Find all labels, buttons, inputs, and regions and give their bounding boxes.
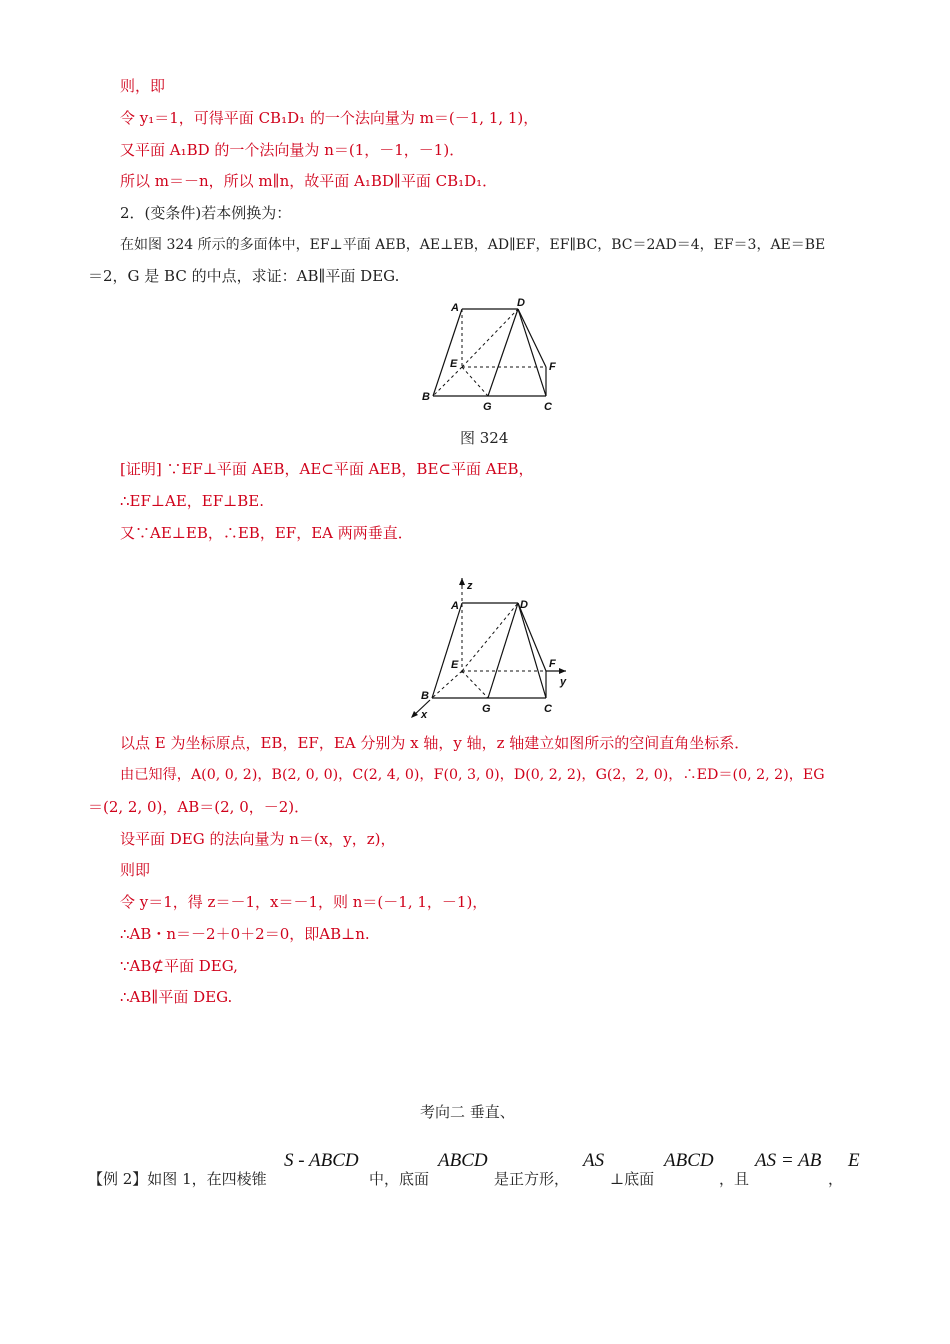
proof-line-2: ∴EF⊥AE，EF⊥BE. <box>120 492 264 510</box>
proof-line-3: 又∵AE⊥EB，∴EB，EF，EA 两两垂直． <box>120 524 413 542</box>
figure-caption: 图 324 <box>460 429 509 447</box>
fig1-label-B: B <box>422 391 430 403</box>
fig1-label-A: A <box>451 302 459 314</box>
axis-label-z: z <box>467 580 473 592</box>
text-line-3: 又平面 A₁BD 的一个法向量为 n＝(1，－1，－1)． <box>120 141 465 159</box>
fig2-label-F: F <box>549 658 556 670</box>
example-text-2: 是正方形， <box>494 1170 570 1188</box>
fig2-label-E: E <box>451 659 459 671</box>
fig1-label-D: D <box>517 297 525 309</box>
proof-line-8: 则即 <box>120 861 151 879</box>
math-abcd-1: ABCD <box>438 1150 488 1171</box>
text-line-5: 2．(变条件)若本例换为： <box>120 204 292 222</box>
fig1-label-F: F <box>549 361 556 373</box>
proof-line-11: ∵AB⊄平面 DEG, <box>120 957 238 975</box>
section-title: 考向二 垂直、 <box>420 1103 515 1121</box>
example-text-4: ，且 <box>719 1170 750 1188</box>
proof-line-10: ∴AB・n＝－2＋0＋2＝0，即AB⊥n. <box>120 925 370 943</box>
proof-line-12: ∴AB∥平面 DEG. <box>120 988 233 1006</box>
fig2-label-D: D <box>520 599 528 611</box>
example-label: 【例 2】如图 1，在四棱锥 <box>88 1170 267 1188</box>
text-line-1: 则，即 <box>120 77 166 95</box>
figure-coordinate-system <box>406 578 586 722</box>
fig2-label-G: G <box>482 703 491 715</box>
example-text-1: 中，底面 <box>369 1170 430 1188</box>
text-line-2: 令 y₁＝1，可得平面 CB₁D₁ 的一个法向量为 m＝(－1, 1, 1)， <box>120 109 539 127</box>
text-line-6: 在如图 324 所示的多面体中，EF⊥平面 AEB，AE⊥EB，AD∥EF，EF∥BC，BC＝2AD＝4，EF＝3，AE＝BE <box>120 237 826 253</box>
fig1-label-E: E <box>450 358 458 370</box>
math-as-eq-ab: AS = AB <box>755 1150 822 1171</box>
figure-324 <box>418 294 568 416</box>
example-text-5: ， <box>828 1170 844 1188</box>
proof-line-5: 由已知得，A(0, 0, 2)，B(2, 0, 0)，C(2, 4, 0)，F(0, 3, 0)，D(0, 2, 2)，G(2，2, 0)，∴ED＝(0, 2, 2)，EG <box>120 767 825 783</box>
fig1-label-C: C <box>544 401 552 413</box>
proof-line-9: 令 y＝1，得 z＝－1，x＝－1，则 n＝(－1, 1，－1)， <box>120 893 488 911</box>
axis-label-x: x <box>421 709 428 721</box>
fig2-label-C: C <box>544 703 552 715</box>
example-text-3: ⊥底面 <box>610 1170 655 1188</box>
proof-line-1: [证明] ∵EF⊥平面 AEB，AE⊂平面 AEB，BE⊂平面 AEB， <box>120 460 534 478</box>
text-line-4: 所以 m＝－n，所以 m∥n，故平面 A₁BD∥平面 CB₁D₁． <box>120 172 498 190</box>
fig2-label-B: B <box>421 690 429 702</box>
proof-line-7: 设平面 DEG 的法向量为 n＝(x，y，z)， <box>120 830 396 848</box>
proof-line-6: ＝(2, 2, 0)，AB＝(2, 0，－2)． <box>88 798 310 816</box>
fig1-label-G: G <box>483 401 492 413</box>
math-e: E <box>848 1150 860 1171</box>
axis-label-y: y <box>560 676 567 688</box>
text-line-7: ＝2，G 是 BC 的中点，求证：AB∥平面 DEG. <box>88 267 400 285</box>
math-s-abcd: S - ABCD <box>284 1150 359 1171</box>
proof-line-4: 以点 E 为坐标原点，EB，EF，EA 分别为 x 轴，y 轴，z 轴建立如图所示的空间直角坐标系． <box>120 734 750 752</box>
math-as: AS <box>583 1150 605 1171</box>
fig2-label-A: A <box>451 600 459 612</box>
math-abcd-2: ABCD <box>664 1150 714 1171</box>
